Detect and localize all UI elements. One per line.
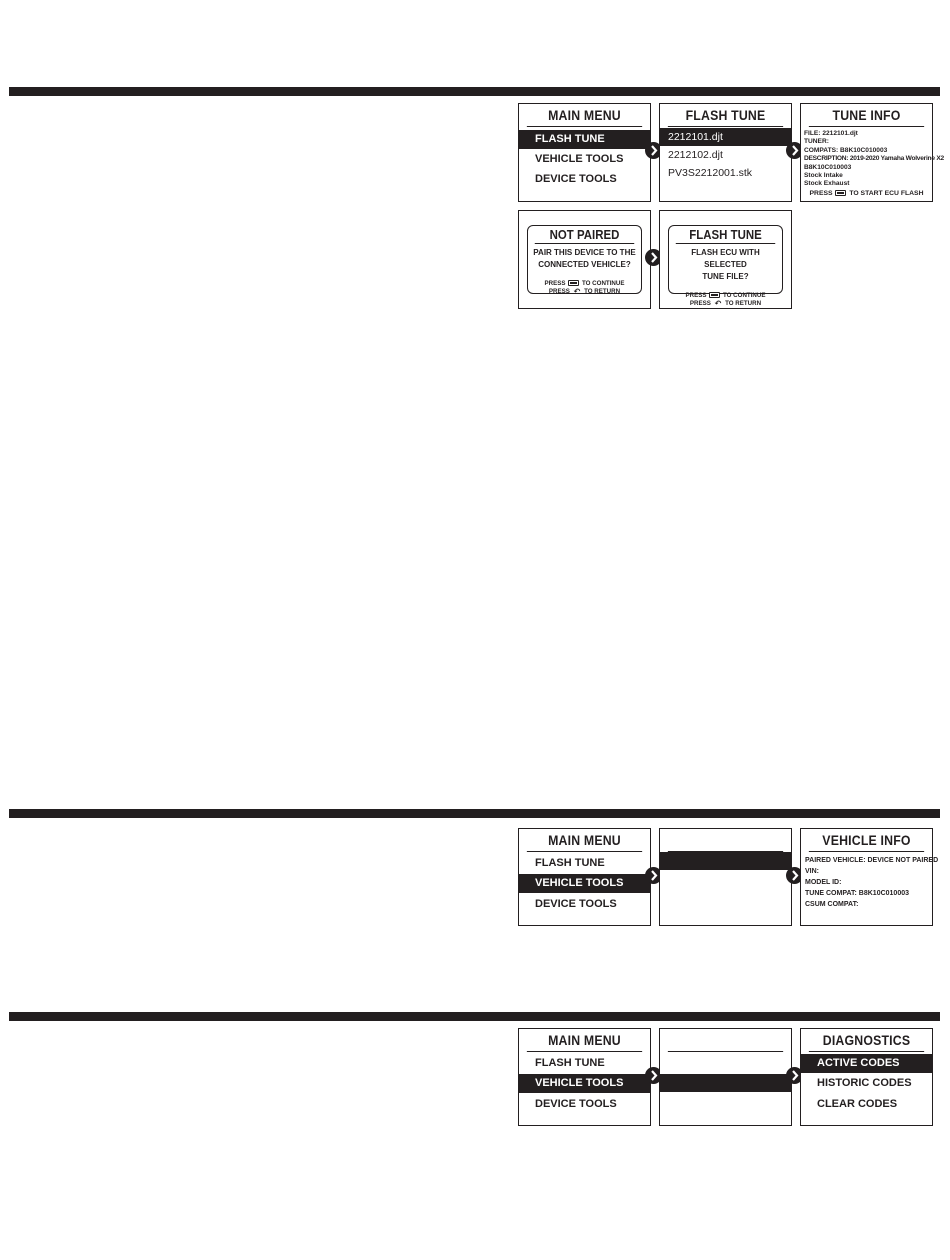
continue-label: TO CONTINUE: [722, 292, 766, 299]
return-label: TO RETURN: [725, 299, 762, 307]
info-line: CSUM COMPAT:: [805, 901, 859, 908]
dialog-instructions: [528, 280, 641, 295]
select-button-icon: [568, 280, 579, 286]
section-divider-2: [9, 809, 940, 818]
menu-item-flash-tune[interactable]: FLASH TUNE: [535, 1057, 605, 1069]
section-divider-3: [9, 1012, 940, 1021]
select-button-icon: [709, 292, 720, 298]
info-line: COMPATS: B8K10C010003: [804, 146, 888, 154]
file-item[interactable]: 2212101.djt: [660, 128, 791, 146]
flash-tune-list-screen: [659, 103, 792, 202]
file-item[interactable]: 2212102.djt: [668, 149, 723, 161]
main-menu-screen: [518, 1028, 651, 1126]
section-divider-1: [9, 87, 940, 96]
dialog-message: [528, 247, 641, 271]
info-line: B8K10C010003: [804, 163, 852, 171]
info-line: Stock Intake: [804, 172, 843, 180]
press-label: PRESS: [685, 292, 707, 299]
info-line: Stock Exhaust: [804, 180, 850, 188]
menu-item-device-tools[interactable]: DEVICE TOOLS: [535, 1098, 617, 1110]
menu-item-flash-tune[interactable]: FLASH TUNE: [519, 130, 650, 149]
vehicle-info-details: [801, 852, 939, 913]
press-label: PRESS: [689, 299, 711, 307]
menu-item-vehicle-tools[interactable]: VEHICLE TOOLS: [519, 1074, 650, 1093]
screen-title: DIAGNOSTICS: [809, 1029, 924, 1052]
tune-info-details: [801, 127, 944, 189]
screen-title: MAIN MENU: [527, 1029, 642, 1052]
press-label: PRESS: [548, 287, 570, 295]
info-line: FILE: 2212101.djt: [804, 130, 858, 137]
dialog-title: FLASH TUNE: [676, 226, 775, 244]
not-paired-dialog: [527, 225, 642, 294]
vehicle-info-screen: [800, 828, 939, 926]
info-line: TUNER:: [804, 138, 829, 146]
screen-title: MAIN MENU: [527, 104, 642, 127]
screen-title: [668, 1029, 783, 1052]
menu-item-active-codes[interactable]: ACTIVE CODES: [801, 1054, 932, 1073]
screen-title: [668, 829, 783, 852]
info-line: MODEL ID:: [805, 879, 842, 886]
continue-label: TO CONTINUE: [581, 280, 625, 287]
flash-confirm-dialog: [668, 225, 783, 308]
dialog-line: TUNE FILE?: [702, 272, 749, 281]
vehicle-tools-screen: [659, 1028, 792, 1126]
main-menu-screen: [518, 103, 651, 202]
menu-item-device-tools[interactable]: DEVICE TOOLS: [535, 898, 617, 910]
info-line: TUNE COMPAT: B8K10C010003: [805, 890, 909, 897]
info-line: DESCRIPTION: 2019-2020 Yamaha Wolverine X2: [804, 155, 944, 163]
not-paired-screen: [518, 210, 651, 309]
main-menu-screen: [518, 828, 651, 926]
press-label: PRESS: [809, 190, 833, 197]
menu-item-vehicle-tools[interactable]: VEHICLE TOOLS: [535, 153, 624, 165]
screen-title: MAIN MENU: [527, 829, 642, 852]
menu-item-vehicle-tools[interactable]: VEHICLE TOOLS: [519, 874, 650, 893]
return-icon: ↶: [714, 298, 722, 308]
dialog-message: [669, 247, 782, 283]
menu-item-clear-codes[interactable]: CLEAR CODES: [817, 1098, 898, 1110]
menu-item-device-tools[interactable]: DEVICE TOOLS: [535, 173, 617, 185]
info-line: VIN:: [805, 868, 819, 875]
screen-title: FLASH TUNE: [668, 104, 783, 127]
return-icon: ↶: [573, 286, 581, 296]
press-label: PRESS: [544, 280, 566, 287]
info-line: PAIRED VEHICLE: DEVICE NOT PAIRED: [805, 857, 939, 864]
menu-item-historic-codes[interactable]: HISTORIC CODES: [817, 1077, 912, 1089]
select-button-icon: [835, 190, 846, 196]
press-action: TO START ECU FLASH: [849, 190, 924, 197]
dialog-instructions: [669, 292, 782, 307]
screen-title: TUNE INFO: [809, 104, 924, 127]
return-label: TO RETURN: [584, 287, 621, 295]
list-item-selected[interactable]: [660, 1074, 791, 1092]
list-item-selected[interactable]: [660, 852, 791, 870]
screen-title: VEHICLE INFO: [809, 829, 924, 852]
menu-item-flash-tune[interactable]: FLASH TUNE: [535, 857, 605, 869]
tune-info-screen: [800, 103, 944, 202]
dialog-line: PAIR THIS DEVICE TO THE: [533, 248, 636, 257]
vehicle-tools-screen: [659, 828, 792, 926]
start-flash-hint: [801, 190, 932, 197]
dialog-line: CONNECTED VEHICLE?: [538, 260, 631, 269]
diagnostics-screen: [800, 1028, 933, 1126]
flash-confirm-screen: [659, 210, 792, 309]
dialog-line: FLASH ECU WITH SELECTED: [691, 248, 760, 269]
dialog-title: NOT PAIRED: [535, 226, 634, 244]
file-item[interactable]: PV3S2212001.stk: [668, 167, 753, 179]
